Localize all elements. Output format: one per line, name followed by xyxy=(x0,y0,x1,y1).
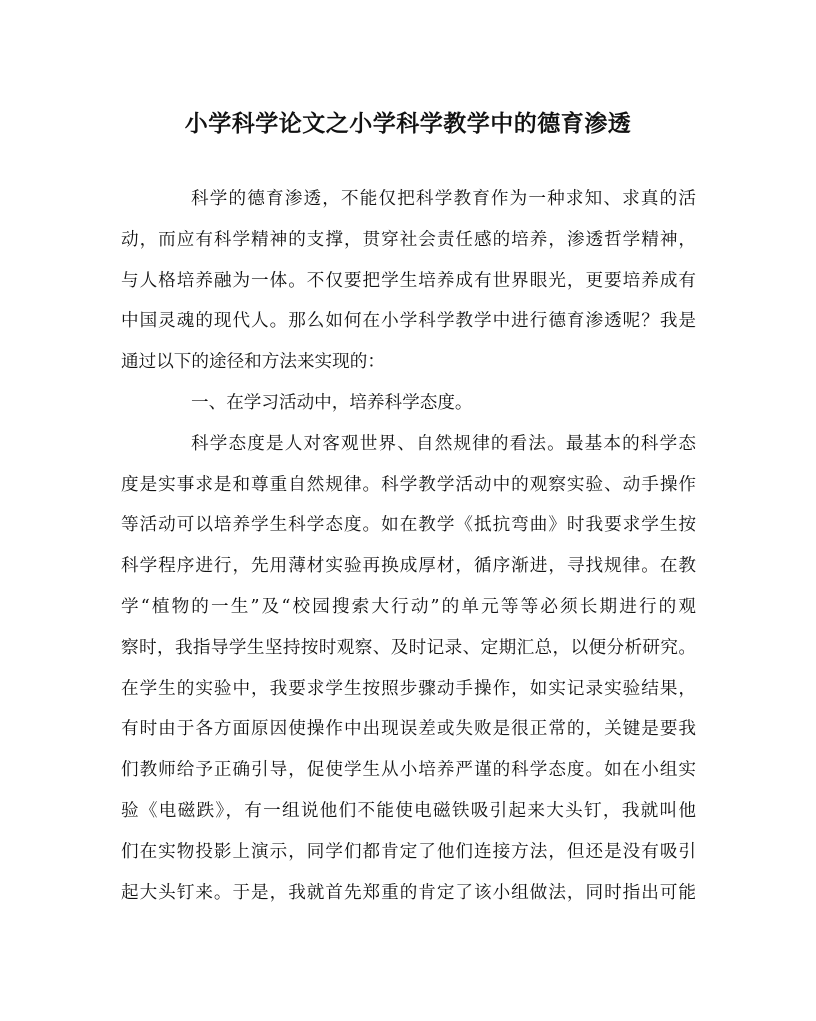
paragraph-line: 通过以下的途径和方法来实现的： xyxy=(121,352,385,373)
paragraph-line: 科学程序进行，先用薄材实验再换成厚材，循序渐进，寻找规律。在教 xyxy=(121,556,696,577)
paragraph-line: 们在实物投影上演示，同学们都肯定了他们连接方法，但还是没有吸引 xyxy=(121,841,696,862)
paragraph-line: 察时，我指导学生坚持按时观察、及时记录、定期汇总，以便分析研究。 xyxy=(121,637,696,658)
paragraph-line: 动，而应有科学精神的支撑，贯穿社会责任感的培养，渗透哲学精神， xyxy=(121,229,696,250)
paragraph-line: 与人格培养融为一体。不仅要把学生培养成有世界眼光，更要培养成有 xyxy=(121,270,696,291)
paragraph-line: 学“植物的一生”及“校园搜索大行动”的单元等等必须长期进行的观 xyxy=(121,596,696,617)
paragraph-line: 科学态度是人对客观世界、自然规律的看法。最基本的科学态 xyxy=(191,433,696,454)
paragraph-line: 起大头钉来。于是，我就首先郑重的肯定了该小组做法，同时指出可能 xyxy=(121,882,696,903)
section-heading: 一、在学习活动中，培养科学态度。 xyxy=(191,392,473,413)
paragraph-line: 中国灵魂的现代人。那么如何在小学科学教学中进行德育渗透呢？我是 xyxy=(121,311,696,332)
paragraph-line: 等活动可以培养学生科学态度。如在教学《抵抗弯曲》时我要求学生按 xyxy=(121,515,696,536)
paragraph-line: 科学的德育渗透，不能仅把科学教育作为一种求知、求真的活 xyxy=(191,189,696,209)
paragraph-line: 验《电磁跌》，有一组说他们不能使电磁铁吸引起来大头钉，我就叫他 xyxy=(121,800,696,821)
document-title: 小学科学论文之小学科学教学中的德育渗透 xyxy=(184,110,632,137)
paragraph-line: 有时由于各方面原因使操作中出现误差或失败是很正常的，关键是要我 xyxy=(121,719,696,740)
paragraph-line: 们教师给予正确引导，促使学生从小培养严谨的科学态度。如在小组实 xyxy=(121,760,696,781)
paragraph-line: 度是实事求是和尊重自然规律。科学教学活动中的观察实验、动手操作 xyxy=(121,474,696,495)
paragraph-line: 在学生的实验中，我要求学生按照步骤动手操作，如实记录实验结果， xyxy=(121,678,696,699)
document-body xyxy=(121,179,696,913)
